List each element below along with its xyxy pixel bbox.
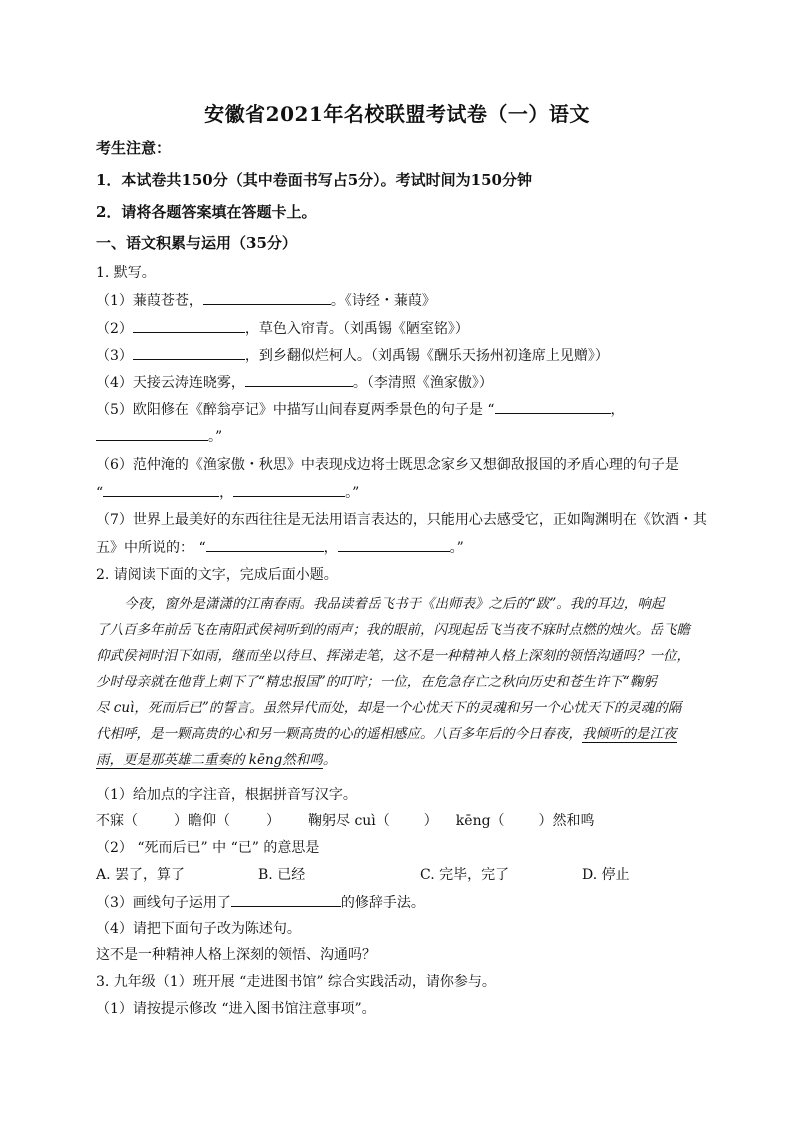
passage-line: 雨，更是那英雄二重奏的 kēng然和鸣。: [96, 752, 337, 768]
answer-blank[interactable]: [206, 537, 324, 552]
option-b[interactable]: B. 已经: [258, 867, 306, 883]
notice-item-1: 1．本试卷共150分（其中卷面书写占5分）。考试时间为150分钟: [96, 171, 532, 189]
question-2-label: 2. 请阅读下面的文字，完成后面小题。: [96, 567, 338, 583]
q3-sub-1: （1）请按提示修改 “进入图书馆注意事项”。: [96, 1001, 376, 1017]
answer-blank[interactable]: [495, 399, 611, 414]
q1-item-4: （4）天接云涛连晓雾， 。（李清照《渔家傲》）: [96, 372, 493, 393]
passage-line: 少时母亲就在他背上刺下了“精忠报国”的叮咛；一位，在危急存亡之秋向历史和苍生许下“鞠躬: [96, 674, 657, 690]
option-c[interactable]: C. 完毕，完了: [420, 867, 510, 883]
q2-sub-3: （3）画线句子运用了 的修辞手法。: [96, 892, 425, 913]
page-title: 安徽省2021年名校联盟考试卷（一）语文: [204, 102, 590, 126]
passage-line: 仰武侯祠时泪下如雨，继而坐以待旦、挥涕走笔，这不是一种精神人格上深刻的领悟沟通吗？一位，: [96, 648, 690, 664]
answer-blank[interactable]: [103, 482, 219, 497]
q2-sub-4: （4）请把下面句子改为陈述句。: [96, 921, 301, 937]
q2-sub-4-sentence: 这不是一种精神人格上深刻的领悟、沟通吗？: [96, 947, 376, 963]
section-heading: 一、语文积累与运用（35分）: [96, 234, 297, 252]
q1-item-3: （3） ，到乡翻似烂柯人。（刘禹锡《酬乐天扬州初逢席上见赠》）: [96, 345, 609, 366]
answer-blank[interactable]: [233, 482, 345, 497]
underlined-sentence: 我倾听的是江夜: [582, 726, 677, 742]
question-3-label: 3. 九年级（1）班开展 “走进图书馆” 综合实践活动，请你参与。: [96, 974, 496, 990]
answer-blank[interactable]: [338, 537, 450, 552]
answer-blank[interactable]: [245, 372, 353, 387]
q1-item-5: （5）欧阳修在《醉翁亭记》中描写山间春夏两季景色的句子是 “ ，: [96, 399, 625, 420]
q1-item-1: （1）蒹葭苍苍， 。《诗经・蒹葭》: [96, 290, 436, 311]
q1-item-5-cont: 。”: [96, 426, 222, 447]
question-1-label: 1. 默写。: [96, 265, 156, 281]
answer-blank[interactable]: [133, 318, 245, 333]
q2-sub-1: （1）给加点的字注音，根据拼音写汉字。: [96, 787, 357, 803]
reading-passage: [96, 591, 700, 773]
q1-item-6-cont: “ ， 。”: [96, 482, 359, 503]
passage-line: 尽 cuì，死而后已”的誓言。虽然异代而处，却是一个心忧天下的灵魂和另一个心忧天下的灵魂的隔: [96, 700, 682, 716]
passage-line: 代相呼，是一颗高贵的心和另一颗高贵的心的遥相感应。八百多年后的今日春夜，我倾听的是江夜: [96, 726, 677, 742]
underlined-sentence: 雨，更是那英雄二重奏的 kēng然和鸣: [96, 752, 323, 768]
q1-item-7-cont: 五》中所说的： “ ， 。”: [96, 537, 464, 558]
q2-sub-2-options: [96, 865, 630, 885]
option-a[interactable]: A. 罢了，算了: [96, 867, 186, 883]
notice-item-2: 2．请将各题答案填在答题卡上。: [96, 203, 317, 221]
answer-blank[interactable]: [231, 892, 341, 907]
q1-item-7: （7）世界上最美好的东西往往是无法用语言表达的，只能用心去感受它，正如陶渊明在《饮酒・其: [96, 512, 707, 528]
q1-item-2: （2） ，草色入帘青。（刘禹锡《陋室铭》）: [96, 318, 469, 339]
passage-line: 今夜，窗外是潇潇的江南春雨。我品读着岳飞书于《出师表》之后的“跋”。我的耳边，响起: [124, 596, 665, 612]
q2-sub-1-items: 不寐（ ）瞻仰（ ） 鞠躬尽 cuì（ ） kēng（ ）然和鸣: [96, 813, 595, 829]
answer-blank[interactable]: [133, 345, 245, 360]
passage-line: 了八百多年前岳飞在南阳武侯祠听到的雨声；我的眼前，闪现起岳飞当夜不寐时点燃的烛火。岳飞瞻: [96, 622, 690, 638]
notice-heading: 考生注意：: [96, 139, 172, 157]
answer-blank[interactable]: [203, 290, 331, 305]
q1-item-6: （6）范仲淹的《渔家傲・秋思》中表现戍边将士既思念家乡又想御敌报国的矛盾心理的句子是: [96, 457, 679, 473]
q2-sub-2: （2） “死而后已” 中 “已” 的意思是: [96, 840, 320, 856]
answer-blank[interactable]: [96, 426, 208, 441]
option-d[interactable]: D. 停止: [582, 867, 630, 883]
